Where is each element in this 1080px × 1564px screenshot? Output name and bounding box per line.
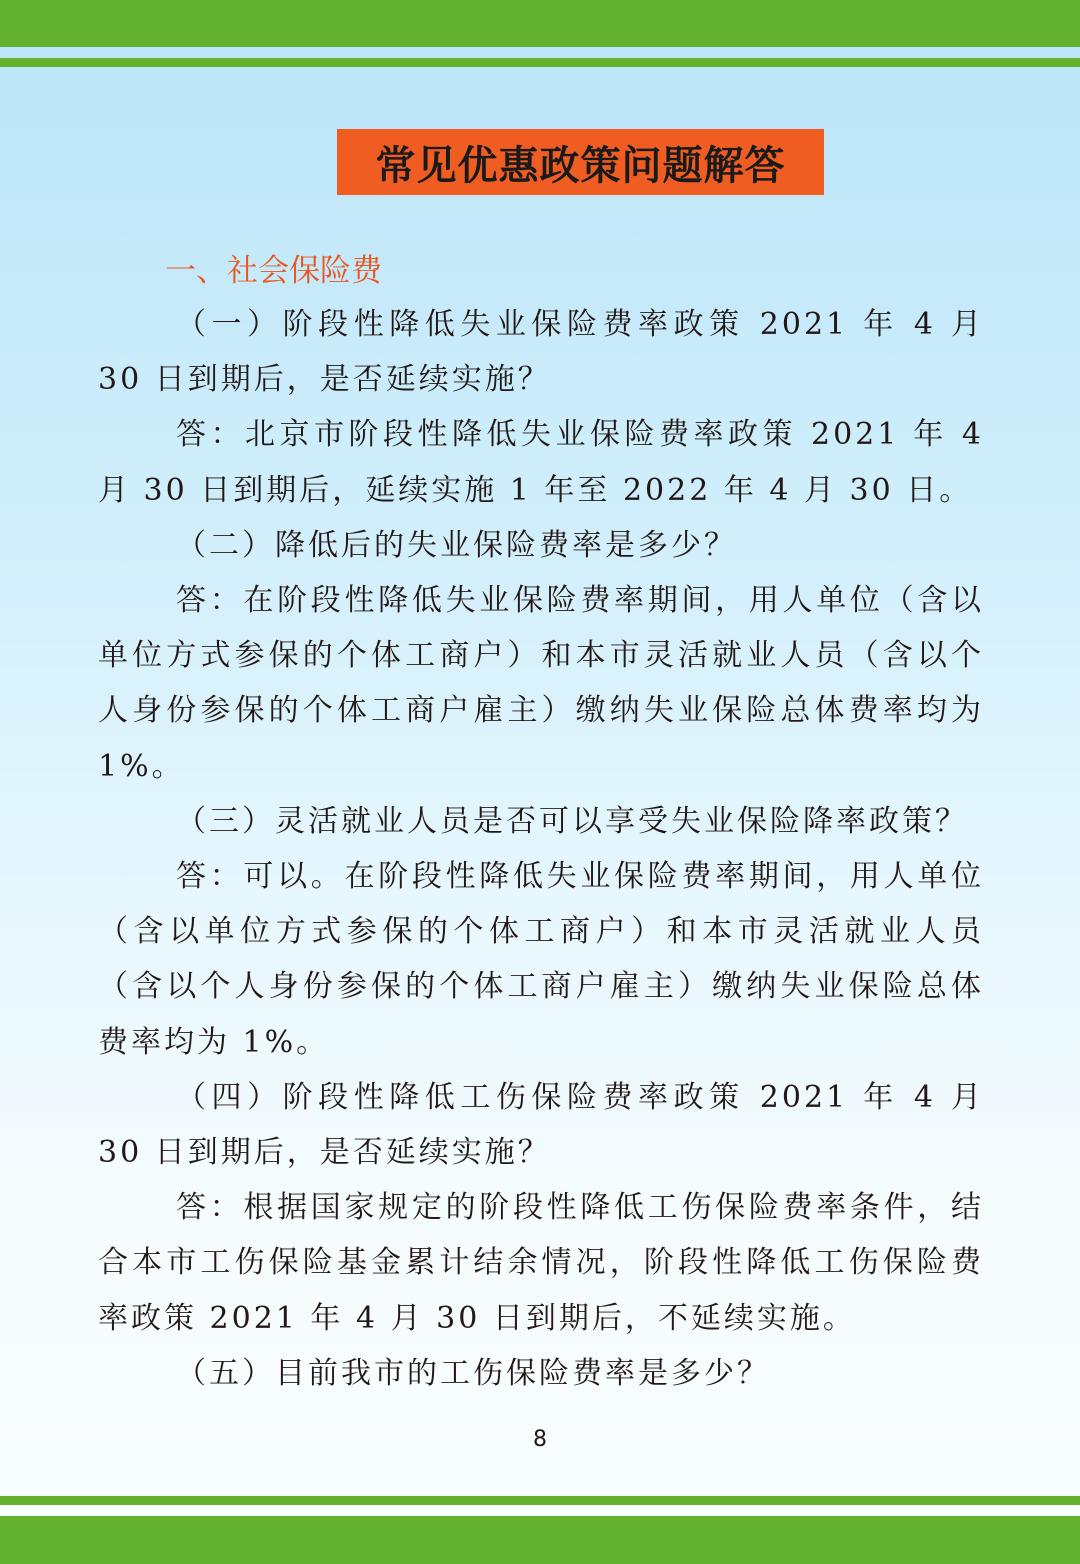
top-green-line [0, 58, 1080, 67]
bottom-green-band [0, 1516, 1080, 1564]
question-4: （四）阶段性降低工伤保险费率政策 2021 年 4 月 30 日到期后，是否延续实施？ [98, 1079, 984, 1171]
question-5: （五）目前我市的工伤保险费率是多少？ [176, 1355, 770, 1391]
section-heading: 一、社会保险费 [165, 253, 382, 289]
answer-3: 答：可以。在阶段性降低失业保险费率期间，用人单位（含以单位方式参保的个体工商户）和本市灵活就业人员（含以个人身份参保的个体工商户雇主）缴纳失业保险总体费率均为 1%。 [98, 859, 984, 1060]
answer-2: 答：在阶段性降低失业保险费率期间，用人单位（含以单位方式参保的个体工商户）和本市灵活就业人员（含以个人身份参保的个体工商户雇主）缴纳失业保险总体费率均为 1%。 [98, 583, 984, 784]
question-2: （二）降低后的失业保险费率是多少？ [176, 527, 737, 563]
bottom-green-line [0, 1496, 1080, 1505]
title-banner [337, 129, 824, 195]
answer-1: 答：北京市阶段性降低失业保险费率政策 2021 年 4 月 30 日到期后，延续实施 1 年至 2022 年 4 月 30 日。 [98, 417, 984, 508]
qa-content [98, 297, 984, 1401]
page-title: 常见优惠政策问题解答 [375, 142, 786, 189]
answer-4: 答：根据国家规定的阶段性降低工伤保险费率条件，结合本市工伤保险基金累计结余情况，阶段性降低工伤保险费率政策 2021 年 4 月 30 日到期后，不延续实施。 [98, 1190, 984, 1336]
question-3: （三）灵活就业人员是否可以享受失业保险降率政策？ [176, 803, 968, 839]
page-number: 8 [533, 1427, 547, 1452]
question-1: （一）阶段性降低失业保险费率政策 2021 年 4 月 30 日到期后，是否延续实施？ [98, 307, 984, 398]
top-green-band [0, 0, 1080, 47]
